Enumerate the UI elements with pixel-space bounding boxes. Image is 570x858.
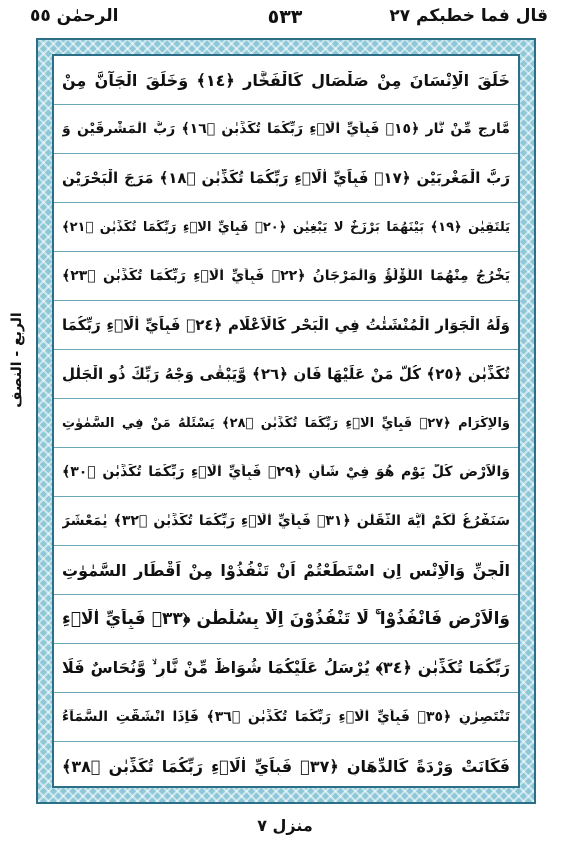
line-text: رَبُّ الْمَغْرِبَيْنِ ﴿١٧﴾ فَبِاَيِّ اٰلَاۤءِ رَبِّكُمَا تُكَذِّبٰنِ ﴿١٨﴾ مَرَجَ الْبَحْرَيْنِ: [62, 169, 510, 187]
side-marker-text: الربع - النصف: [9, 312, 25, 408]
text-line: [54, 644, 518, 693]
side-marker: [4, 290, 30, 430]
line-text: سَنَفْرُغُ لَكُمْ اَيُّهَ الثَّقَلٰنِ ﴿٣١﴾ فَبِاَيِّ اٰلَاۤءِ رَبِّكُمَا تُكَذِّبٰنِ ﴿٣٢﴾ يٰمَعْشَرَ: [62, 513, 510, 529]
surah-title: الرحمٰن ٥٥: [30, 6, 119, 26]
text-line: [54, 252, 518, 301]
line-text: يَخْرُجُ مِنْهُمَا اللُّؤْلُؤُ وَالْمَرْجَانُ ﴿٢٢﴾ فَبِاَيِّ اٰلَاۤءِ رَبِّكُمَا تُكَذِّبٰنِ ﴿٢٣﴾: [62, 268, 510, 284]
text-line: [54, 56, 518, 105]
line-text: وَالْاَرْضِ كُلَّ يَوْمٍ هُوَ فِيْ شَاْنٍ ﴿٢٩﴾ فَبِاَيِّ اٰلَاۤءِ رَبِّكُمَا تُكَذِّبٰنِ ﴿٣٠﴾: [62, 464, 510, 480]
ornamental-border: [36, 38, 536, 804]
text-line: [54, 595, 518, 644]
text-line: [54, 742, 518, 791]
text-line: [54, 105, 518, 154]
page-number: ٥٣٣: [267, 6, 303, 28]
line-text: وَالْاَرْضِ فَانْفُذُوْا ۚ لَا تَنْفُذُوْنَ اِلَّا بِسُلْطٰنٍ ﴿٣٣﴾ فَبِاَيِّ اٰلَاۤءِ: [62, 609, 510, 629]
text-line: [54, 154, 518, 203]
line-text: الْجِنِّ وَالْاِنْسِ اِنِ اسْتَطَعْتُمْ اَنْ تَنْفُذُوْا مِنْ اَقْطَارِ السَّمٰوٰتِ: [62, 560, 510, 580]
text-line: [54, 350, 518, 399]
text-line: [54, 203, 518, 252]
line-text: وَلَهُ الْجَوَارِ الْمُنْشَئٰتُ فِي الْبَحْرِ كَالْاَعْلَامِ ﴿٢٤﴾ فَبِاَيِّ اٰلَاۤءِ رَبِّكُمَا: [62, 316, 510, 334]
line-text: مَّارِجٍ مِّنْ نَّارٍ ﴿١٥﴾ فَبِاَيِّ اٰلَاۤءِ رَبِّكُمَا تُكَذِّبٰنِ ﴿١٦﴾ رَبُّ الْمَشْرِقَيْنِ وَ: [62, 121, 510, 137]
text-line: [54, 546, 518, 595]
text-line: [54, 301, 518, 350]
text-line: [54, 497, 518, 546]
text-panel: [52, 54, 520, 788]
page-header: [0, 0, 570, 34]
line-text: وَالْاِكْرَامِ ﴿٢٧﴾ فَبِاَيِّ اٰلَاۤءِ رَبِّكُمَا تُكَذِّبٰنِ ﴿٢٨﴾ يَسْئَلُهُ مَنْ فِي السَّمٰوٰتِ: [62, 415, 510, 431]
juz-title: قال فما خطبكم ٢٧: [389, 6, 548, 26]
text-line: [54, 448, 518, 497]
manzil-footer: منزل ٧: [257, 816, 313, 835]
text-line: [54, 693, 518, 742]
line-text: تُكَذِّبٰنِ ﴿٢٥﴾ كُلُّ مَنْ عَلَيْهَا فَانٍ ﴿٢٦﴾ وَّيَبْقٰى وَجْهُ رَبِّكَ ذُو الْجَلٰلِ: [62, 365, 510, 383]
line-text: خَلَقَ الْاِنْسَانَ مِنْ صَلْصَالٍ كَالْفَخَّارِ ﴿١٤﴾ وَخَلَقَ الْجَآنَّ مِنْ: [62, 70, 510, 90]
line-text: رَبِّكُمَا تُكَذِّبٰنِ ﴿٣٤﴾ يُرْسَلُ عَلَيْكُمَا شُوَاظٌ مِّنْ نَّارٍ ۙ وَّنُحَاسٌ فَلَا: [62, 658, 510, 677]
line-text: يَلْتَقِيٰنِ ﴿١٩﴾ بَيْنَهُمَا بَرْزَخٌ لَّا يَبْغِيٰنِ ﴿٢٠﴾ فَبِاَيِّ اٰلَاۤءِ رَبِّكُمَا تُكَذِّبٰنِ ﴿٢١﴾: [62, 219, 510, 235]
line-text: فَكَانَتْ وَرْدَةً كَالدِّهَانِ ﴿٣٧﴾ فَبِاَيِّ اٰلَاۤءِ رَبِّكُمَا تُكَذِّبٰنِ ﴿٣٨﴾: [62, 757, 510, 776]
text-line: [54, 399, 518, 448]
line-text: تَنْتَصِرٰنِ ﴿٣٥﴾ فَبِاَيِّ اٰلَاۤءِ رَبِّكُمَا تُكَذِّبٰنِ ﴿٣٦﴾ فَاِذَا انْشَقَّتِ السَّمَآءُ: [62, 709, 510, 725]
